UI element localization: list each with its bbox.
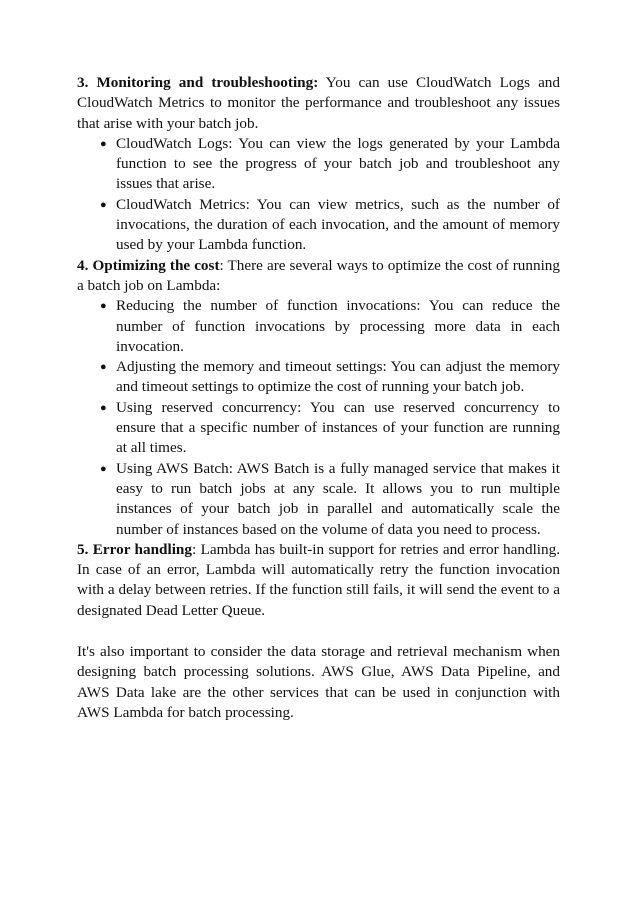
list-item-text: CloudWatch Logs: You can view the logs generated by your Lambda function to see the progress of your batch job and troubleshoot any issues that arise.	[116, 134, 560, 193]
section-optimizing	[77, 256, 560, 297]
list-item-text: Using AWS Batch: AWS Batch is a fully managed service that makes it easy to run batch jobs at any scale. It allows you to run multiple instances of your batch job in parallel and automatically scale the number of instances based on the volume of data you need to process.	[116, 459, 560, 538]
section-heading: 4. Optimizing the cost	[77, 256, 220, 274]
section-intro: You can use CloudWatch Logs and CloudWatch Metrics to monitor the performance and troubleshoot any issues that arise with your batch job.	[77, 74, 560, 132]
list-item	[77, 357, 560, 398]
list-item-text: CloudWatch Metrics: You can view metrics, such as the number of invocations, the duration of each invocation, and the amount of memory used by your Lambda function.	[116, 195, 560, 254]
list-item	[77, 195, 560, 256]
list-item-text: Adjusting the memory and timeout settings: You can adjust the memory and timeout settings to optimize the cost of running your batch job.	[116, 358, 560, 396]
paragraph-spacer	[77, 621, 560, 642]
bullet-icon: ●	[100, 361, 107, 374]
list-item	[77, 398, 560, 459]
bullet-list	[77, 296, 560, 540]
bullet-icon: ●	[100, 462, 107, 475]
section-intro: : There are several ways to optimize the cost of running a batch job on Lambda:	[77, 256, 560, 294]
list-item	[77, 459, 560, 540]
bullet-icon: ●	[100, 401, 107, 414]
section-intro: : Lambda has built-in support for retries and error handling. In case of an error, Lambda will automatically retry the function invocation with a delay between retries. If the function still fails, it will send the event to a designated Dead Letter Queue.	[77, 540, 561, 619]
bullet-icon: ●	[100, 137, 107, 150]
page-body	[77, 73, 560, 723]
section-heading: 5. Error handling	[77, 540, 192, 558]
list-item	[77, 296, 560, 357]
section-monitoring	[77, 73, 560, 134]
list-item-text: Using reserved concurrency: You can use reserved concurrency to ensure that a specific number of instances of your function are running at all times.	[116, 398, 560, 457]
section-heading: 3. Monitoring and troubleshooting:	[77, 74, 319, 91]
closing-paragraph: It's also important to consider the data storage and retrieval mechanism when designing batch processing solutions. AWS Glue, AWS Data Pipeline, and AWS Data lake are the other services that can be used in conjunction with AWS Lambda for batch processing.	[77, 643, 560, 721]
bullet-icon: ●	[100, 198, 107, 211]
bullet-icon: ●	[100, 300, 107, 313]
list-item-text: Reducing the number of function invocations: You can reduce the number of function invocations by processing more data in each invocation.	[116, 297, 560, 355]
bullet-list	[77, 134, 560, 256]
section-error-handling	[77, 540, 560, 621]
list-item	[77, 134, 560, 195]
